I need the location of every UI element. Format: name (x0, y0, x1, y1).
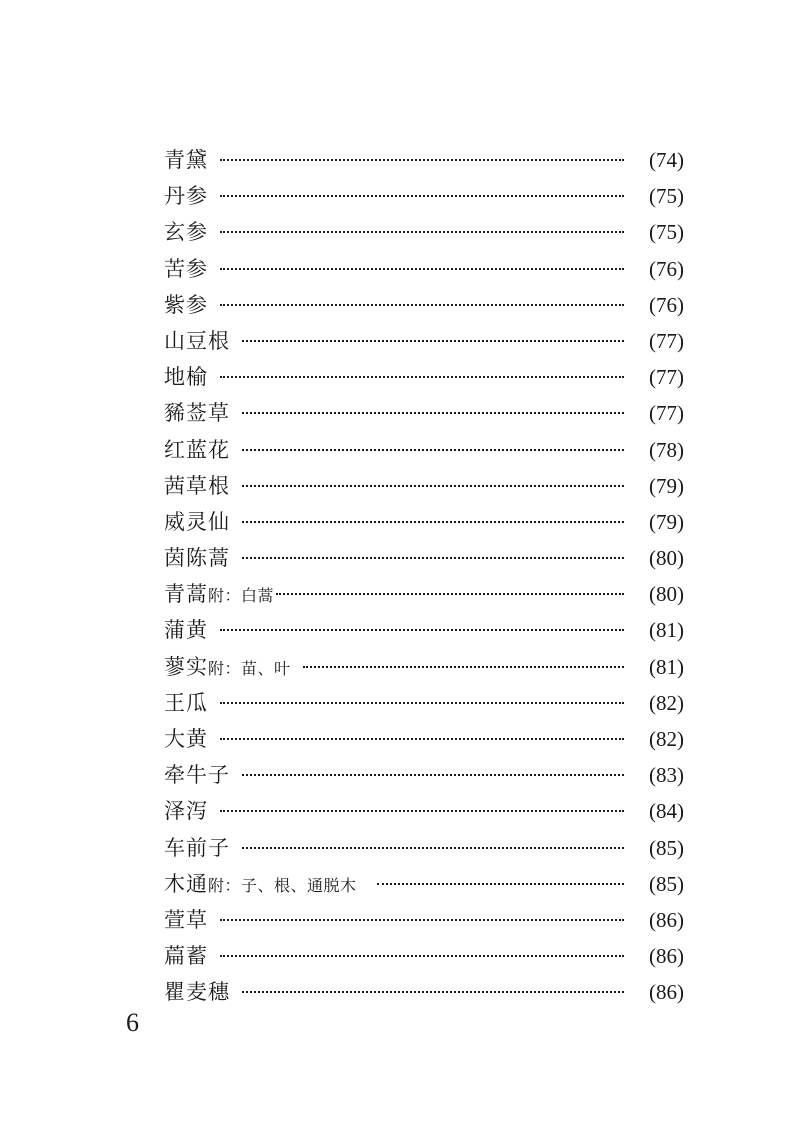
toc-entry (164, 757, 684, 793)
dot-leader (242, 991, 624, 993)
entry-title: 萱草 (164, 907, 208, 932)
dot-leader (220, 955, 624, 957)
dot-leader (377, 883, 624, 885)
toc-entry (164, 721, 684, 757)
entry-page: (85) (649, 835, 684, 860)
dot-leader (242, 485, 624, 487)
dot-leader (242, 557, 624, 559)
entry-title: 蓼实 (164, 654, 208, 679)
entry-title: 青蒿 (164, 582, 208, 607)
entry-page: (76) (649, 292, 684, 317)
entry-page: (86) (649, 944, 684, 969)
dot-leader (220, 159, 624, 161)
entry-page: (74) (649, 148, 684, 172)
entry-title: 豨莶草 (164, 401, 230, 426)
entry-page: (81) (649, 654, 684, 679)
dot-leader (242, 774, 624, 776)
entry-page: (78) (649, 437, 684, 462)
entry-page: (80) (649, 546, 684, 571)
toc-entry (164, 468, 684, 504)
toc-entry (164, 142, 684, 178)
entry-page: (84) (649, 799, 684, 824)
dot-leader (220, 195, 624, 197)
dot-leader (242, 340, 624, 342)
dot-leader (242, 847, 624, 849)
entry-page: (80) (649, 582, 684, 607)
toc-entry (164, 251, 684, 287)
dot-leader (303, 666, 624, 668)
entry-note: 附：子、根、通脱木 (208, 875, 357, 895)
toc-entry (164, 938, 684, 974)
entry-title: 大黄 (164, 727, 208, 751)
dot-leader (220, 231, 624, 233)
entry-title: 王瓜 (164, 690, 208, 715)
entry-page: (86) (649, 980, 684, 1005)
entry-page: (79) (649, 509, 684, 534)
toc-entry (164, 323, 684, 359)
dot-leader (220, 919, 624, 921)
entry-page: (79) (649, 473, 684, 498)
entry-note: 附：苗、叶 (208, 658, 291, 678)
entry-title: 牵牛子 (164, 763, 230, 788)
toc-entry (164, 902, 684, 938)
entry-title: 蒲黄 (164, 618, 208, 643)
toc-entry (164, 287, 684, 323)
toc-entry (164, 432, 684, 468)
entry-note: 附：白蒿 (208, 586, 275, 606)
toc-entry (164, 359, 684, 395)
entry-title: 萹蓄 (164, 944, 208, 969)
toc-entry (164, 504, 684, 540)
entry-title: 地榆 (164, 365, 208, 390)
entry-title: 茜草根 (164, 473, 230, 498)
entry-title: 山豆根 (164, 328, 230, 353)
dot-leader (220, 304, 624, 306)
entry-page: (77) (649, 328, 684, 353)
dot-leader (242, 412, 624, 414)
dot-leader (220, 268, 624, 270)
entry-title: 丹参 (164, 184, 208, 209)
dot-leader (220, 629, 624, 631)
toc-entry (164, 866, 684, 902)
entry-title: 茵陈蒿 (164, 546, 230, 571)
entry-page: (86) (649, 907, 684, 932)
dot-leader (220, 738, 624, 740)
page-number: 6 (126, 1008, 139, 1037)
toc-entry (164, 793, 684, 829)
entry-title: 瞿麦穗 (164, 980, 230, 1005)
entry-title: 车前子 (164, 835, 230, 860)
toc-entry (164, 178, 684, 214)
entry-page: (75) (649, 220, 684, 245)
table-of-contents (164, 142, 684, 1011)
toc-entry (164, 685, 684, 721)
entry-page: (77) (649, 365, 684, 390)
entry-title: 玄参 (164, 220, 208, 245)
toc-entry (164, 540, 684, 576)
dot-leader (242, 449, 624, 451)
entry-page: (76) (649, 256, 684, 281)
dot-leader (220, 702, 624, 704)
toc-entry (164, 830, 684, 866)
toc-entry (164, 974, 684, 1010)
toc-entry (164, 649, 684, 685)
toc-entry (164, 612, 684, 648)
dot-leader (276, 593, 624, 595)
entry-page: (83) (649, 763, 684, 788)
entry-title: 紫参 (164, 292, 208, 317)
toc-entry (164, 214, 684, 250)
entry-page: (82) (649, 690, 684, 715)
entry-page: (85) (649, 871, 684, 896)
dot-leader (220, 810, 624, 812)
dot-leader (220, 376, 624, 378)
entry-page: (77) (649, 401, 684, 426)
entry-title: 红蓝花 (164, 437, 230, 462)
dot-leader (242, 521, 624, 523)
toc-entry (164, 576, 684, 612)
entry-title: 威灵仙 (164, 509, 230, 534)
entry-title: 青黛 (164, 148, 208, 172)
entry-title: 泽泻 (164, 799, 208, 824)
entry-title: 苦参 (164, 256, 208, 281)
entry-page: (81) (649, 618, 684, 643)
entry-page: (75) (649, 184, 684, 209)
entry-page: (82) (649, 727, 684, 751)
toc-entry (164, 395, 684, 431)
entry-title: 木通 (164, 871, 208, 896)
